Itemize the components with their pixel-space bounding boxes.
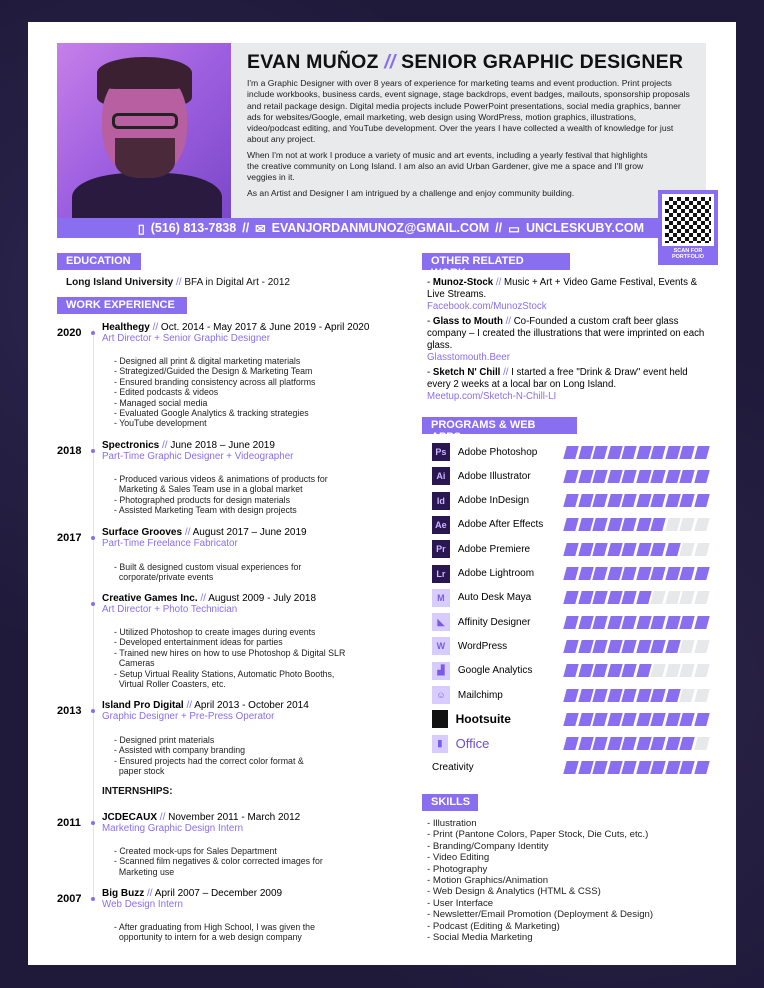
skill-bar-segment (621, 518, 636, 531)
job-bullets: - Utilized Photoshop to create images during events - Developed entertainment ideas for parties - Trained new hires on how to use Photoshop & Digital SLR Cameras - Setup Virtual Reality Stations, Automatic Photo Booths, Virtual Roller Coasters, etc. (114, 627, 346, 690)
skill-bar-segment (563, 446, 578, 459)
related-work-item: - Glass to Mouth // Co-Founded a custom craft beer glass company – I created the illustrations that were imprinted on each glass. Glasstomouth.Beer (427, 316, 705, 363)
skill-bar-segment (650, 591, 665, 604)
skill-bar-segment (636, 616, 651, 629)
qr-code-image (662, 194, 714, 246)
skill-bar-segment (607, 640, 622, 653)
job-entry: Healthegy // Oct. 2014 - May 2017 & June 2019 - April 2020 Art Director + Senior Graphic Designer (102, 322, 370, 344)
bio (247, 78, 690, 199)
skill-item: - Social Media Marketing (427, 932, 533, 944)
skill-bar-segment (592, 689, 607, 702)
skill-bar-segment (650, 446, 665, 459)
skill-bar-segment (694, 737, 709, 750)
skill-bar-segment (665, 737, 680, 750)
skill-bar-segment (621, 543, 636, 556)
skill-bar-segment (592, 664, 607, 677)
skill-bar-segment (578, 761, 593, 774)
skill-bar-segment (578, 518, 593, 531)
skill-item: - Illustration (427, 818, 477, 829)
skill-bar-segment (679, 494, 694, 507)
timeline-year: 2017 (57, 532, 82, 544)
skill-bar-segment (563, 689, 578, 702)
skill-bar-segment (679, 567, 694, 580)
related-work-item: - Munoz-Stock // Music + Art + Video Game Festival, Events & Live Streams. Facebook.com/MunozStock (427, 277, 698, 312)
qr-code[interactable] (658, 190, 718, 265)
skill-bar-segment (578, 616, 593, 629)
skill-bar-segment (694, 543, 709, 556)
related-work-link[interactable]: Meetup.com/Sketch-N-Chill-LI (427, 391, 557, 402)
skill-level-bar (565, 713, 707, 726)
skill-bar-segment (563, 470, 578, 483)
page-title: EVAN MUÑOZ // SENIOR GRAPHIC DESIGNER (247, 51, 684, 73)
skill-level-bar (565, 446, 707, 459)
skill-bar-segment (694, 470, 709, 483)
program-row (432, 758, 707, 778)
skill-bar-segment (679, 543, 694, 556)
job-entry: Surface Grooves // August 2017 – June 2019 Part-Time Freelance Fabricator (102, 527, 307, 549)
skill-bar-segment (578, 664, 593, 677)
job-role: Graphic Designer + Pre-Press Operator (102, 711, 275, 722)
timeline-year: 2020 (57, 327, 82, 339)
job-role: Part-Time Freelance Fabricator (102, 538, 238, 549)
skill-level-bar (565, 689, 707, 702)
job-bullets: - Designed all print & digital marketing materials - Strategized/Guided the Design & Marketing Team - Ensured branding consistency across all platforms - Edited podcasts & videos - Managed social media - Evaluated Google Analytics & tracking strategies - YouTube development (114, 356, 316, 429)
program-icon: Pr (432, 540, 450, 558)
skill-bar-segment (592, 737, 607, 750)
program-row (432, 734, 707, 754)
timeline-dot (91, 821, 95, 825)
skill-item: - User Interface (427, 897, 494, 909)
skill-bar-segment (679, 446, 694, 459)
skill-bar-segment (650, 470, 665, 483)
skill-bar-segment (636, 689, 651, 702)
program-row (432, 491, 707, 511)
skill-bar-segment (563, 518, 578, 531)
skill-bar-segment (607, 567, 622, 580)
email-icon: ✉ (255, 221, 266, 236)
related-work-link[interactable]: Glasstomouth.Beer (427, 352, 510, 363)
skill-item: - Web Design & Analytics (HTML & CSS) (427, 886, 601, 898)
internships-heading: INTERNSHIPS: (102, 786, 173, 797)
skill-bar-segment (607, 689, 622, 702)
skill-bar-segment (665, 616, 680, 629)
program-label: Google Analytics (457, 665, 533, 677)
skill-item: - Podcast (Editing & Marketing) (427, 920, 560, 932)
skill-bar-segment (679, 640, 694, 653)
program-label: Adobe Illustrator (457, 470, 531, 482)
timeline-dot (91, 331, 95, 335)
skill-level-bar (565, 640, 707, 653)
skill-bar-segment (636, 664, 651, 677)
skill-bar-segment (621, 494, 636, 507)
skill-bar-segment (578, 567, 593, 580)
skill-bar-segment (694, 640, 709, 653)
skill-bar-segment (636, 543, 651, 556)
related-work-link[interactable]: Facebook.com/MunozStock (427, 301, 547, 312)
program-row (432, 588, 707, 608)
program-row (432, 515, 707, 535)
skill-bar-segment (679, 761, 694, 774)
timeline-year: 2007 (57, 893, 82, 905)
skill-bar-segment (665, 761, 680, 774)
skill-bar-segment (665, 470, 680, 483)
job-role: Part-Time Graphic Designer + Videographer (102, 451, 294, 462)
skill-bar-segment (650, 616, 665, 629)
skill-bar-segment (636, 494, 651, 507)
program-icon: Ae (432, 516, 450, 534)
bio-paragraph: When I'm not at work I produce a variety of music and art events, including a yearly festival that highlights the creative community on Long Island. I am also an avid Urban Gardener, give me a space and I'll grow veggies in it. (247, 149, 648, 183)
skill-bar-segment (607, 737, 622, 750)
contact-bar (57, 218, 660, 238)
skill-bar-segment (621, 567, 636, 580)
skill-level-bar (565, 737, 707, 750)
skill-bar-segment (621, 713, 636, 726)
phone-icon: ▯ (137, 221, 145, 236)
skill-bar-segment (621, 640, 636, 653)
skill-bar-segment (650, 567, 665, 580)
timeline-dot (91, 536, 95, 540)
job-entry: Big Buzz // April 2007 – December 2009 Web Design Intern (102, 888, 283, 910)
skill-bar-segment (650, 713, 665, 726)
program-row (432, 612, 707, 632)
skill-bar-segment (578, 640, 593, 653)
job-entry: JCDECAUX // November 2011 - March 2012 Marketing Graphic Design Intern (102, 812, 301, 834)
timeline-dot (91, 602, 95, 606)
bio-paragraph: I'm a Graphic Designer with over 8 years of experience for marketing teams and event production. Print projects include workbooks, business cards, event signage, stage backdrops, event badges, mailouts, sponsorship proposals and retail package design. Digital media projects include PowerPoint presentations, social media graphics, banner ads for websites/Google, email marketing, web design using WordPress, motion graphics, illustrations, video/podcast editing, and YouTube development. Over the years I have collected a wealth of knowledge for just about any project. (247, 78, 690, 145)
skill-bar-segment (621, 664, 636, 677)
skill-bar-segment (578, 470, 593, 483)
skill-bar-segment (607, 664, 622, 677)
job-role: Art Director + Senior Graphic Designer (102, 333, 270, 344)
skill-bar-segment (578, 737, 593, 750)
skill-bar-segment (694, 567, 709, 580)
skill-level-bar (565, 494, 707, 507)
program-label: Creativity (432, 762, 474, 774)
program-icon: ▟ (432, 662, 450, 680)
skill-bar-segment (679, 713, 694, 726)
skill-bar-segment (607, 470, 622, 483)
skill-item: - Video Editing (427, 852, 490, 864)
skill-bar-segment (694, 494, 709, 507)
timeline-year: 2011 (57, 817, 81, 829)
skill-bar-segment (650, 664, 665, 677)
program-label: Adobe Photoshop (457, 446, 538, 458)
skill-bar-segment (636, 737, 651, 750)
skill-bar-segment (578, 543, 593, 556)
skill-bar-segment (650, 640, 665, 653)
skill-bar-segment (563, 616, 578, 629)
job-role: Web Design Intern (102, 899, 183, 910)
program-row (432, 636, 707, 656)
job-entry: Creative Games Inc. // August 2009 - July 2018 Art Director + Photo Technician (102, 593, 317, 615)
skill-bar-segment (679, 470, 694, 483)
skill-bar-segment (636, 470, 651, 483)
skill-bar-segment (679, 591, 694, 604)
job-role: Marketing Graphic Design Intern (102, 823, 244, 834)
skill-item: - Branding/Company Identity (427, 840, 549, 852)
skill-bar-segment (679, 518, 694, 531)
skill-bar-segment (592, 591, 607, 604)
skill-bar-segment (592, 616, 607, 629)
skill-bar-segment (563, 664, 578, 677)
job-bullets: - Built & designed custom visual experiences for corporate/private events (114, 562, 302, 583)
skill-bar-segment (665, 543, 680, 556)
skill-bar-segment (679, 664, 694, 677)
program-row (432, 564, 707, 584)
program-label: Office (455, 736, 490, 752)
skill-bar-segment (650, 543, 665, 556)
skill-bar-segment (650, 761, 665, 774)
program-label: Auto Desk Maya (457, 592, 532, 604)
skills-heading: SKILLS (422, 794, 478, 811)
skill-bar-segment (665, 518, 680, 531)
skill-item: - Print (Pantone Colors, Paper Stock, Die Cuts, etc.) (427, 829, 649, 841)
program-icon: Lr (432, 565, 450, 583)
skill-bar-segment (636, 518, 651, 531)
job-bullets: - Produced various videos & animations of products for Marketing & Sales Team use in a global market - Photographed products for design materials - Assisted Marketing Team with design projects (114, 474, 328, 516)
skill-bar-segment (607, 591, 622, 604)
program-row (432, 539, 707, 559)
skill-bar-segment (636, 591, 651, 604)
skills-list (427, 818, 653, 943)
timeline-year: 2013 (57, 705, 82, 717)
timeline-line (93, 330, 94, 900)
skill-bar-segment (578, 689, 593, 702)
program-icon: Id (432, 492, 450, 510)
skill-bar-segment (621, 446, 636, 459)
skill-bar-segment (665, 689, 680, 702)
skill-bar-segment (592, 518, 607, 531)
separator: // (242, 221, 250, 235)
profile-photo (57, 43, 231, 218)
skill-bar-segment (650, 689, 665, 702)
job-bullets: - After graduating from High School, I was given the opportunity to intern for a web design company (114, 922, 315, 943)
job-bullets: - Created mock-ups for Sales Department - Scanned film negatives & color corrected images for Marketing use (114, 846, 323, 877)
skill-bar-segment (694, 616, 709, 629)
skill-item: - Newsletter/Email Promotion (Deployment & Design) (427, 909, 654, 921)
related-work-item: - Sketch N' Chill // I started a free "Drink & Draw" event held every 2 weeks at a local bar on Long Island. Meetup.com/Sketch-N-Chill-LI (427, 367, 688, 402)
skill-bar-segment (592, 640, 607, 653)
skill-bar-segment (621, 470, 636, 483)
skill-bar-segment (607, 446, 622, 459)
education-heading: EDUCATION (57, 253, 141, 270)
program-row (432, 442, 707, 462)
education-entry: Long Island University // BFA in Digital Art - 2012 (66, 277, 290, 288)
skill-bar-segment (694, 664, 709, 677)
skill-bar-segment (650, 518, 665, 531)
skill-bar-segment (592, 713, 607, 726)
skill-bar-segment (607, 543, 622, 556)
qr-label: SCAN FOR PORTFOLIO (671, 248, 705, 260)
skill-bar-segment (636, 761, 651, 774)
skill-bar-segment (694, 446, 709, 459)
program-row (432, 709, 707, 729)
monitor-icon: ▭ (508, 221, 520, 236)
skill-bar-segment (650, 494, 665, 507)
skill-bar-segment (621, 689, 636, 702)
skill-bar-segment (665, 713, 680, 726)
skill-level-bar (565, 761, 707, 774)
programs-heading: PROGRAMS & WEB APPS (422, 417, 577, 434)
skill-bar-segment (578, 494, 593, 507)
skill-bar-segment (636, 567, 651, 580)
email-link[interactable]: EVANJORDANMUNOZ@GMAIL.COM (271, 221, 490, 235)
program-label: Affinity Designer (457, 616, 531, 628)
skill-item: - Photography (427, 863, 488, 875)
timeline-dot (91, 897, 95, 901)
skill-bar-segment (578, 591, 593, 604)
bio-paragraph: As an Artist and Designer I am intrigued by a challenge and enjoy community building. (247, 187, 575, 198)
skill-level-bar (565, 591, 707, 604)
skill-bar-segment (607, 494, 622, 507)
skill-bar-segment (578, 713, 593, 726)
program-icon: ◣ (432, 613, 450, 631)
other-work-heading: OTHER RELATED WORK (422, 253, 570, 270)
skill-bar-segment (607, 518, 622, 531)
skill-bar-segment (621, 616, 636, 629)
timeline-dot (91, 709, 95, 713)
header (231, 43, 706, 218)
skill-bar-segment (694, 713, 709, 726)
skill-bar-segment (665, 446, 680, 459)
skill-bar-segment (636, 640, 651, 653)
phone[interactable]: (516) 813-7838 (150, 221, 237, 235)
skill-bar-segment (679, 616, 694, 629)
skill-bar-segment (650, 737, 665, 750)
skill-bar-segment (636, 713, 651, 726)
program-label: Adobe InDesign (457, 495, 530, 507)
skill-bar-segment (563, 591, 578, 604)
skill-bar-segment (607, 713, 622, 726)
skill-bar-segment (694, 689, 709, 702)
skill-level-bar (565, 567, 707, 580)
skill-bar-segment (578, 446, 593, 459)
skill-bar-segment (665, 664, 680, 677)
skill-bar-segment (592, 543, 607, 556)
program-icon: ☺ (432, 686, 450, 704)
skill-bar-segment (563, 713, 578, 726)
program-label: Hootsuite (455, 712, 511, 727)
skill-bar-segment (665, 494, 680, 507)
skill-bar-segment (636, 446, 651, 459)
program-label: Mailchimp (457, 689, 503, 701)
skill-bar-segment (563, 761, 578, 774)
skill-bar-segment (607, 761, 622, 774)
program-label: Adobe Premiere (457, 543, 531, 555)
skill-bar-segment (694, 518, 709, 531)
program-label: WordPress (457, 640, 508, 652)
skill-bar-segment (679, 689, 694, 702)
timeline-year: 2018 (57, 445, 82, 457)
skill-bar-segment (665, 640, 680, 653)
website-link[interactable]: UNCLESKUBY.COM (525, 221, 644, 235)
skill-bar-segment (563, 494, 578, 507)
skill-bar-segment (621, 591, 636, 604)
skill-bar-segment (592, 470, 607, 483)
job-entry: Spectronics // June 2018 – June 2019 Part-Time Graphic Designer + Videographer (102, 440, 294, 462)
skill-bar-segment (679, 737, 694, 750)
skill-bar-segment (592, 446, 607, 459)
skill-bar-segment (563, 640, 578, 653)
skill-level-bar (565, 616, 707, 629)
skill-bar-segment (592, 761, 607, 774)
work-experience-heading: WORK EXPERIENCE (57, 297, 187, 314)
skill-bar-segment (665, 591, 680, 604)
skill-item: - Motion Graphics/Animation (427, 875, 549, 887)
skill-bar-segment (607, 616, 622, 629)
skill-level-bar (565, 664, 707, 677)
skill-bar-segment (694, 761, 709, 774)
program-row (432, 685, 707, 705)
job-entry: Island Pro Digital // April 2013 - October 2014 Graphic Designer + Pre-Press Operator (102, 700, 309, 722)
skill-bar-segment (592, 494, 607, 507)
skill-level-bar (565, 470, 707, 483)
skill-level-bar (565, 543, 707, 556)
separator: // (495, 221, 503, 235)
skill-bar-segment (621, 761, 636, 774)
skill-bar-segment (563, 543, 578, 556)
skill-level-bar (565, 518, 707, 531)
job-bullets: - Designed print materials - Assisted with company branding - Ensured projects had the correct color format & paper stock (114, 735, 304, 777)
program-icon: M (432, 589, 450, 607)
owl-icon (432, 710, 448, 728)
skill-bar-segment (621, 737, 636, 750)
program-icon: Ai (432, 467, 450, 485)
program-row (432, 661, 707, 681)
program-row (432, 466, 707, 486)
skill-bar-segment (563, 737, 578, 750)
program-label: Adobe After Effects (457, 519, 544, 531)
timeline-dot (91, 449, 95, 453)
skill-bar-segment (665, 567, 680, 580)
job-role: Art Director + Photo Technician (102, 604, 238, 615)
skill-bar-segment (694, 591, 709, 604)
skill-bar-segment (592, 567, 607, 580)
program-icon: ▮ (432, 735, 448, 753)
skill-bar-segment (563, 567, 578, 580)
program-icon: Ps (432, 443, 450, 461)
program-icon: W (432, 637, 450, 655)
program-label: Adobe Lightroom (457, 568, 535, 579)
